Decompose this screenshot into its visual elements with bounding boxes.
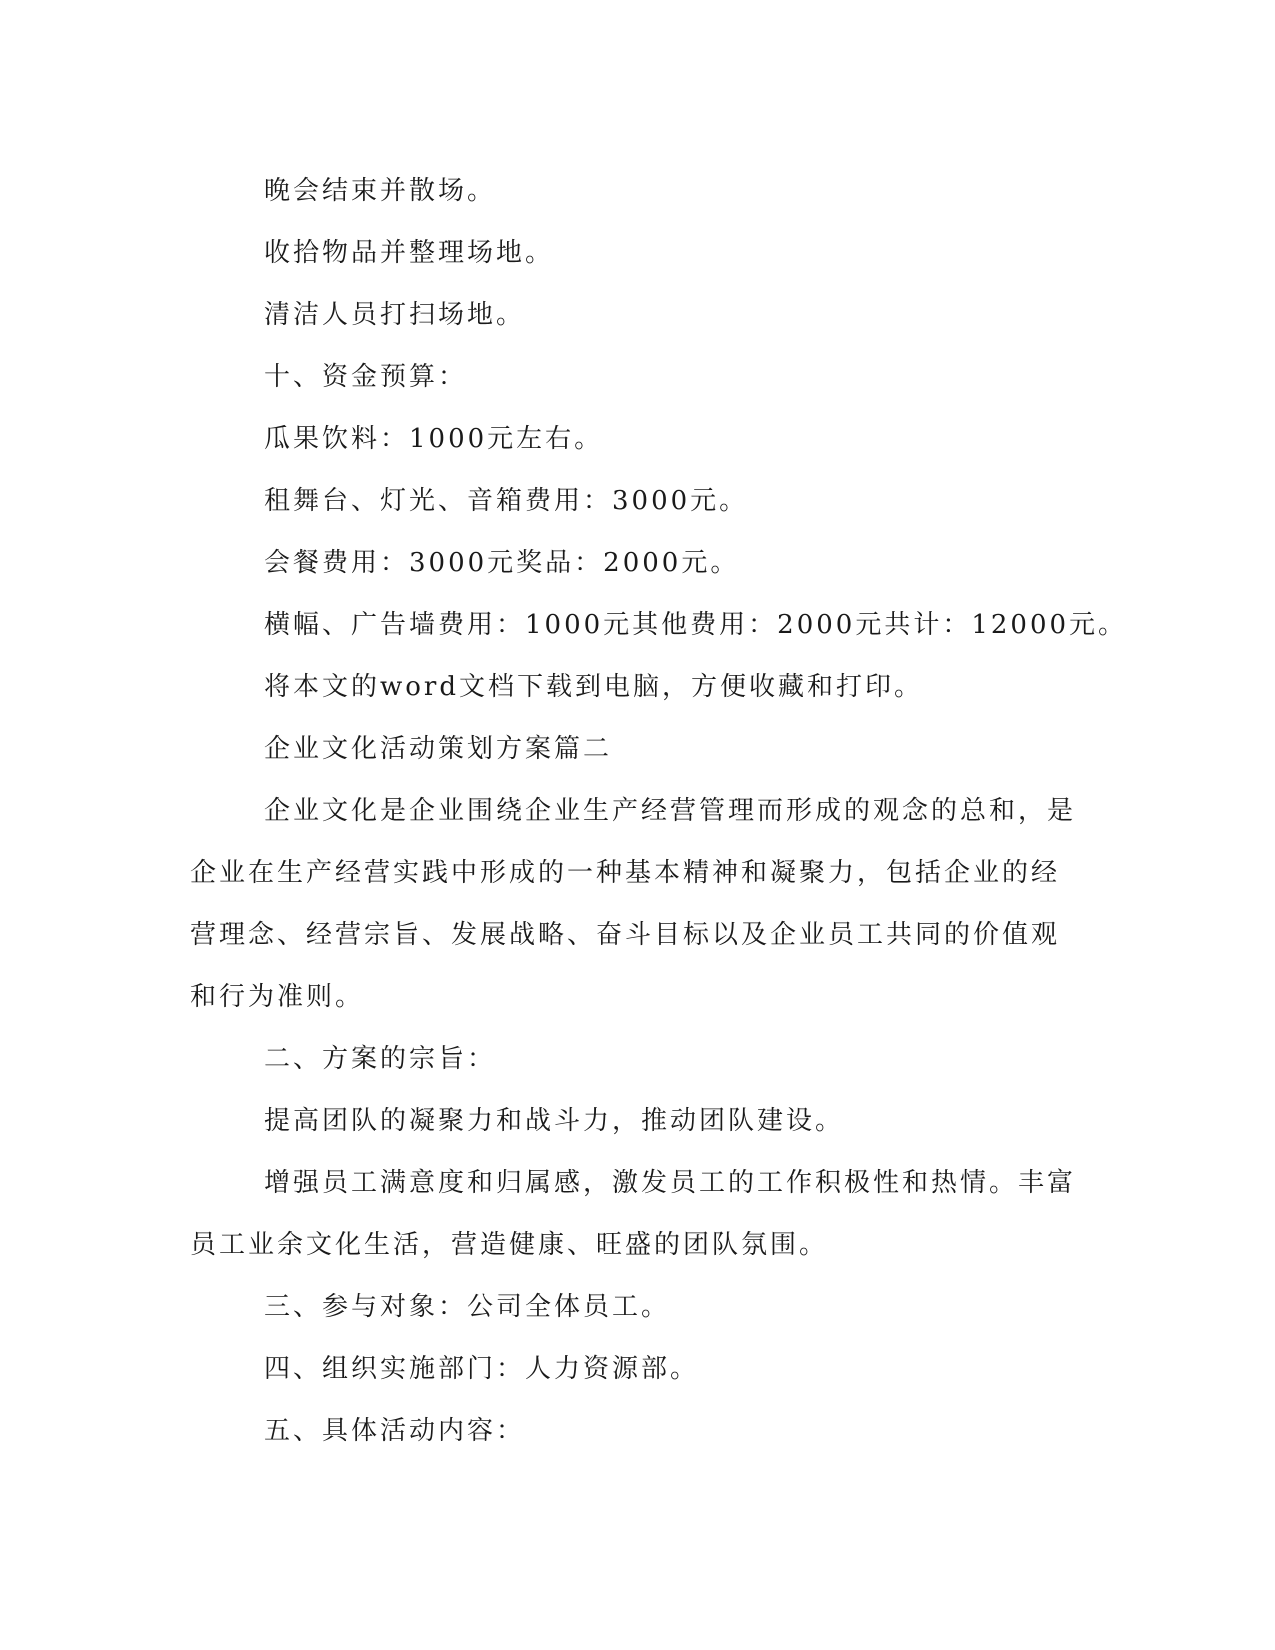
paragraph-line: 营理念、经营宗旨、发展战略、奋斗目标以及企业员工共同的价值观 [190, 920, 1061, 950]
section-heading: 五、具体活动内容： [264, 1416, 526, 1446]
download-note: 将本文的word文档下载到电脑，方便收藏和打印。 [264, 672, 923, 702]
section-heading: 三、参与对象：公司全体员工。 [264, 1292, 671, 1322]
paragraph-line: 清洁人员打扫场地。 [264, 300, 526, 330]
section-heading: 四、组织实施部门：人力资源部。 [264, 1354, 700, 1384]
paragraph-line: 企业文化是企业围绕企业生产经营管理而形成的观念的总和，是 [264, 796, 1077, 826]
section-heading: 十、资金预算： [264, 362, 468, 392]
paragraph-line: 企业在生产经营实践中形成的一种基本精神和凝聚力，包括企业的经 [190, 858, 1061, 888]
section-heading: 二、方案的宗旨： [264, 1044, 497, 1074]
paragraph-line: 提高团队的凝聚力和战斗力，推动团队建设。 [264, 1106, 845, 1136]
budget-line: 瓜果饮料：1000元左右。 [264, 424, 604, 454]
budget-line: 横幅、广告墙费用：1000元其他费用：2000元共计：12000元。 [264, 610, 1128, 640]
budget-line: 会餐费用：3000元奖品：2000元。 [264, 548, 740, 578]
paragraph-line: 员工业余文化生活，营造健康、旺盛的团队氛围。 [190, 1230, 829, 1260]
document-subtitle: 企业文化活动策划方案篇二 [264, 734, 613, 764]
paragraph-line: 晚会结束并散场。 [264, 176, 497, 206]
paragraph-line: 和行为准则。 [190, 982, 365, 1012]
paragraph-line: 收拾物品并整理场地。 [264, 238, 555, 268]
document-body [190, 160, 1128, 1462]
budget-line: 租舞台、灯光、音箱费用：3000元。 [264, 486, 749, 516]
paragraph-line: 增强员工满意度和归属感，激发员工的工作积极性和热情。丰富 [264, 1168, 1077, 1198]
